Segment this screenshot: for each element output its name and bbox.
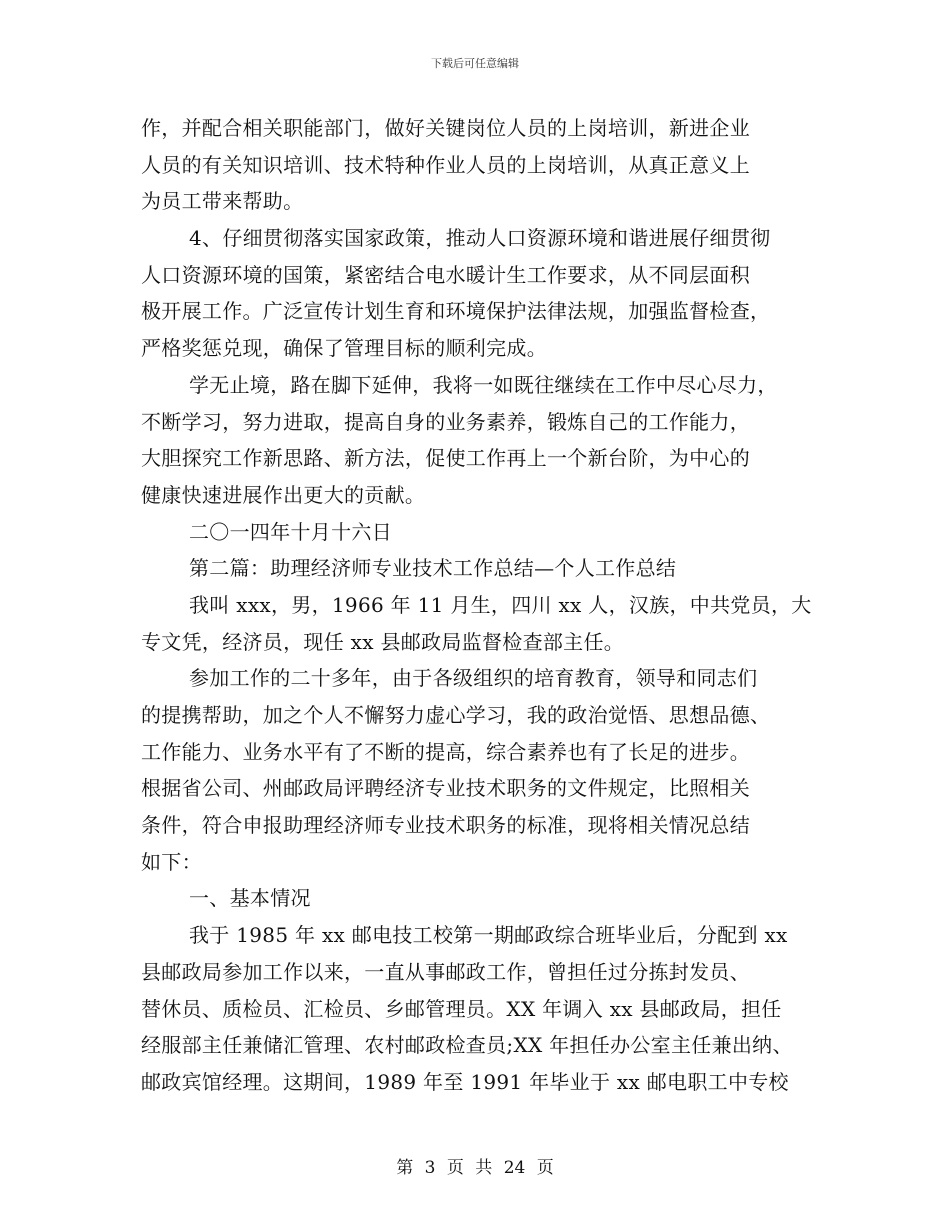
text-line: 邮政宾馆经理。这期间，1989 年至 1991 年毕业于 xx 邮电职工中专校 — [141, 1069, 789, 1094]
text-line: 我于 1985 年 xx 邮电技工校第一期邮政综合班毕业后，分配到 xx — [189, 923, 788, 948]
text-line: 4、仔细贯彻落实国家政策，推动人口资源环境和谐进展仔细贯彻 — [189, 226, 771, 251]
text-line: 不断学习，努力进取，提高自身的业务素养，锻炼自己的工作能力， — [141, 409, 750, 434]
page-number-footer: 第 3 页 共 24 页 — [396, 1158, 554, 1178]
text-line: 一、基本情况 — [189, 886, 311, 911]
text-line: 极开展工作。广泛宣传计划生育和环境保护法律法规，加强监督检查， — [141, 299, 771, 324]
text-line: 二〇一四年十月十六日 — [189, 519, 392, 544]
text-line: 健康快速进展作出更大的贡献。 — [141, 482, 426, 507]
page-header: 下载后可任意编辑 — [431, 57, 519, 70]
text-line: 严格奖惩兑现，确保了管理目标的顺利完成。 — [141, 336, 547, 361]
text-line: 人员的有关知识培训、技术特种作业人员的上岗培训，从真正意义上 — [141, 152, 750, 177]
text-line: 我叫 xxx，男，1966 年 11 月生，四川 xx 人，汉族，中共党员，大 — [189, 592, 812, 617]
text-line: 作，并配合相关职能部门，做好关键岗位人员的上岗培训，新进企业 — [141, 116, 750, 140]
text-line: 如下： — [141, 849, 202, 874]
text-line: 经服部主任兼储汇管理、农村邮政检查员;XX 年担任办公室主任兼出纳、 — [141, 1033, 793, 1058]
text-line: 第二篇：助理经济师专业技术工作总结—个人工作总结 — [189, 556, 677, 581]
document-body — [141, 110, 821, 1101]
text-line: 人口资源环境的国策，紧密结合电水暖计生工作要求，从不同层面积 — [141, 262, 750, 287]
text-line: 学无止境，路在脚下延伸，我将一如既往继续在工作中尽心尽力， — [189, 372, 778, 397]
text-line: 条件，符合申报助理经济师专业技术职务的标准，现将相关情况总结 — [141, 813, 750, 838]
text-line: 工作能力、业务水平有了不断的提高，综合素养也有了长足的进步。 — [141, 739, 750, 764]
text-line: 根据省公司、州邮政局评聘经济专业技术职务的文件规定，比照相关 — [141, 776, 750, 801]
text-line: 参加工作的二十多年，由于各级组织的培育教育，领导和同志们 — [189, 666, 758, 691]
text-line: 大胆探究工作新思路、新方法，促使工作再上一个新台阶，为中心的 — [141, 446, 750, 471]
text-line: 替休员、质检员、汇检员、乡邮管理员。XX 年调入 xx 县邮政局，担任 — [141, 996, 782, 1021]
text-line: 县邮政局参加工作以来，一直从事邮政工作，曾担任过分拣封发员、 — [141, 959, 750, 984]
text-line: 的提携帮助，加之个人不懈努力虚心学习，我的政治觉悟、思想品德、 — [141, 703, 771, 727]
text-line: 为员工带来帮助。 — [141, 189, 304, 214]
text-line: 专文凭，经济员，现任 xx 县邮政局监督检查部主任。 — [141, 629, 625, 654]
